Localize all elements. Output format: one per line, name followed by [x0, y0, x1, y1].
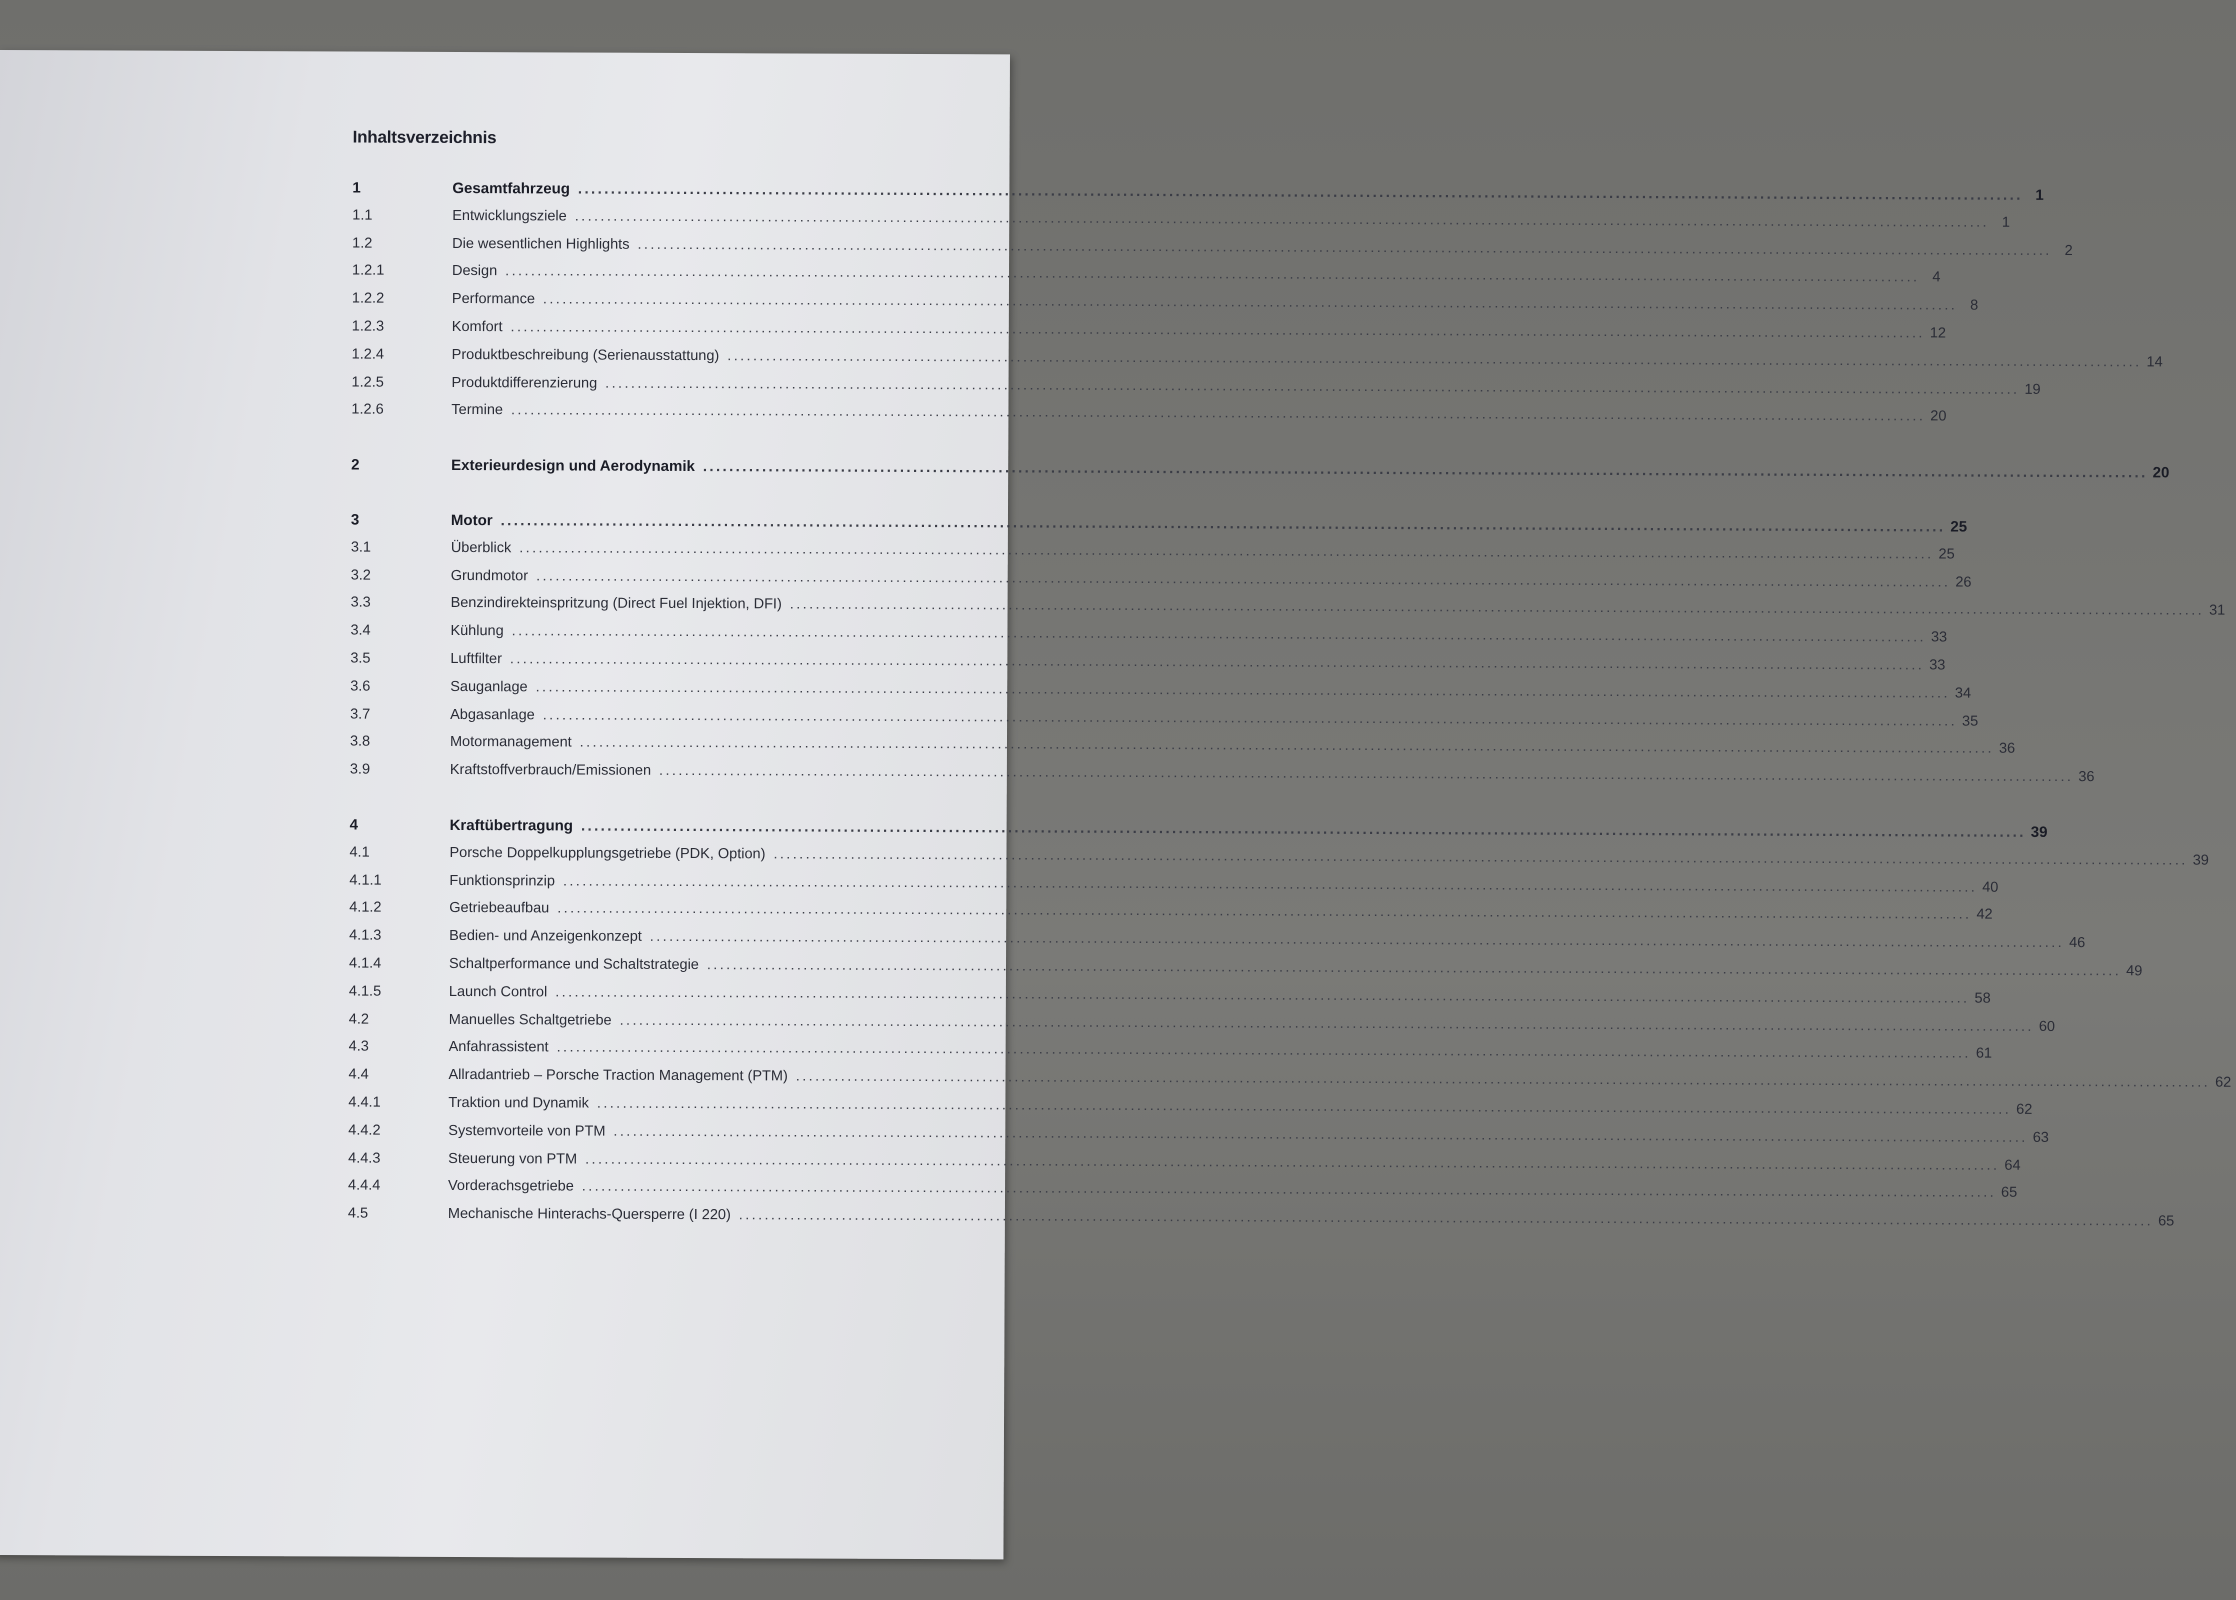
dot-leader: ............................................................................................................................................................................................................................ [580, 817, 2026, 841]
toc-entry-number: 4.4.2 [348, 1122, 381, 1139]
toc-entry-number: 1.2.3 [351, 318, 385, 335]
toc-entry-title: Getriebeaufbau [449, 900, 550, 917]
toc-entry-number: 1 [352, 179, 361, 197]
toc-entry-number: 2 [351, 456, 360, 474]
toc-entry-number: 4.1.4 [348, 955, 382, 972]
dot-leader: ............................................................................................................................................................................................................................ [536, 567, 1951, 591]
dot-leader: ............................................................................................................................................................................................................................ [500, 512, 1946, 536]
toc-entry-page: 14 [2146, 354, 2163, 371]
toc-entry [349, 761, 2095, 792]
dot-leader: ............................................................................................................................................................................................................................ [535, 679, 1950, 702]
dot-leader: ............................................................................................................................................................................................................................ [557, 900, 1972, 923]
toc-entry [351, 456, 2170, 487]
toc-entry [350, 622, 1948, 653]
toc-entry-title: Performance [451, 291, 535, 308]
toc-entry-number: 4.1 [349, 844, 370, 861]
toc-entry-title: Anfahrassistent [448, 1039, 549, 1056]
toc-entry-page: 8 [1970, 297, 1979, 314]
dot-leader: ............................................................................................................................................................................................................................ [738, 1207, 2154, 1230]
document-page [0, 50, 2232, 1559]
toc-entry-title: Kraftstoffverbrauch/Emissionen [449, 762, 652, 779]
toc-entry [351, 318, 1947, 349]
dot-leader: ............................................................................................................................................................................................................................ [581, 1178, 1997, 1202]
toc-entry [352, 207, 2011, 237]
toc-entry [351, 290, 1979, 321]
toc-entry-number: 1.2.4 [351, 346, 384, 363]
toc-entry-number: 4.1.1 [349, 872, 382, 889]
toc-entry [348, 1150, 2021, 1180]
dot-leader: ............................................................................................................................................................................................................................ [795, 1068, 2211, 1091]
toc-entry-number: 3.4 [350, 622, 371, 639]
toc-entry [348, 1011, 2056, 1041]
toc-entry-number: 3.1 [350, 539, 372, 556]
toc-entry-page: 19 [2024, 381, 2041, 398]
toc-entry [349, 816, 2048, 846]
toc-entry [350, 539, 1955, 569]
toc-entry-page: 33 [1930, 629, 1948, 646]
toc-entry [351, 374, 2041, 404]
toc-entry-page: 20 [1930, 408, 1947, 425]
toc-entry-title: Design [452, 263, 498, 280]
toc-entry-page: 60 [2038, 1018, 2056, 1035]
toc-entry-page: 36 [2078, 769, 2095, 786]
dot-leader: ............................................................................................................................................................................................................................ [577, 180, 2023, 204]
toc-entry-number: 3.5 [350, 650, 371, 667]
toc-entry [349, 733, 2016, 764]
toc-entry [350, 706, 1979, 736]
toc-entry [351, 401, 1947, 432]
toc-entry-page: 40 [1982, 879, 1999, 896]
dot-leader: ............................................................................................................................................................................................................................ [510, 402, 1926, 425]
toc-entry-page: 63 [2032, 1129, 2049, 1146]
toc-entry-title: Motor [450, 511, 493, 530]
toc-entry [348, 1094, 2033, 1124]
dot-leader: ............................................................................................................................................................................................................................ [556, 1039, 1971, 1062]
toc-entry-number: 1.2.5 [351, 374, 384, 391]
dot-leader: ............................................................................................................................................................................................................................ [585, 1151, 2000, 1174]
toc-entry [352, 235, 2073, 265]
toc-entry-page: 39 [2192, 852, 2209, 869]
toc-entry-page: 46 [2069, 935, 2086, 952]
toc-entry-page: 65 [2001, 1185, 2018, 1202]
toc-entry-page: 1 [2035, 186, 2044, 204]
toc-entry-number: 4.4.1 [348, 1094, 381, 1111]
toc-entry-page: 31 [2209, 603, 2226, 620]
toc-entry [349, 844, 2209, 874]
dot-leader: ............................................................................................................................................................................................................................ [706, 957, 2122, 980]
toc-entry-page: 12 [1929, 325, 1947, 342]
toc-entry-title: Abgasanlage [450, 706, 535, 723]
dot-leader: ............................................................................................................................................................................................................................ [574, 208, 1990, 231]
toc-entry-title: Sauganlage [450, 678, 528, 696]
dot-leader: ............................................................................................................................................................................................................................ [727, 347, 2142, 371]
page-title: Inhaltsverzeichnis [352, 127, 497, 148]
toc-entry-page: 65 [2158, 1213, 2175, 1230]
toc-entry-title: Mechanische Hinterachs-Quersperre (I 220) [447, 1206, 731, 1224]
toc-entry [349, 899, 1993, 930]
dot-leader: ............................................................................................................................................................................................................................ [596, 1095, 2012, 1118]
toc-entry-page: 33 [1929, 657, 1946, 674]
dot-leader: ............................................................................................................................................................................................................................ [542, 706, 1958, 730]
toc-entry-number: 3.2 [350, 567, 371, 584]
toc-entry-page: 39 [2030, 823, 2048, 841]
toc-entry-title: Porsche Doppelkupplungsgetriebe (PDK, Option) [449, 844, 766, 863]
dot-leader: ............................................................................................................................................................................................................................ [605, 375, 2020, 398]
toc-entry-title: Bedien- und Anzeigenkonzept [449, 928, 642, 945]
toc-entry-page: 25 [1938, 546, 1955, 563]
toc-entry-number: 1.1 [352, 207, 373, 224]
dot-leader: ............................................................................................................................................................................................................................ [789, 596, 2205, 619]
toc-entry-page: 61 [1975, 1045, 1993, 1063]
toc-entry-number: 4.3 [348, 1038, 369, 1055]
toc-entry [348, 1122, 2049, 1152]
toc-entry-page: 62 [2016, 1101, 2033, 1118]
toc-entry-page: 26 [1955, 574, 1972, 591]
toc-entry-number: 3.7 [350, 706, 371, 723]
toc-entry-title: Motormanagement [449, 734, 572, 751]
dot-leader: ............................................................................................................................................................................................................................ [579, 734, 1995, 758]
toc-entry [348, 1038, 1993, 1069]
toc-entry-page: 62 [2215, 1074, 2232, 1091]
toc-entry-page: 64 [2004, 1157, 2021, 1174]
toc-entry [352, 262, 1941, 293]
toc-entry [347, 1205, 2175, 1236]
toc-entry-page: 25 [1950, 518, 1968, 536]
toc-entry [348, 955, 2143, 985]
dot-leader: ............................................................................................................................................................................................................................ [519, 540, 1934, 563]
toc-entry-number: 3.6 [350, 678, 371, 695]
toc-entry-title: Kraftübertragung [449, 816, 574, 835]
toc-entry-title: Manuelles Schaltgetriebe [448, 1011, 612, 1029]
toc-entry-number: 4.4 [348, 1066, 369, 1083]
toc-entry [351, 346, 2163, 376]
toc-entry-page: 2 [2064, 242, 2073, 259]
toc-entry-number: 3 [350, 511, 360, 529]
toc-entry-title: Schaltperformance und Schaltstrategie [448, 955, 699, 973]
toc-entry-number: 1.2.1 [352, 262, 385, 280]
toc-entry-number: 4 [349, 816, 359, 834]
toc-entry-number: 3.3 [350, 594, 371, 611]
toc-entry-title: Systemvorteile von PTM [448, 1122, 606, 1140]
table-of-contents [347, 179, 2232, 1236]
toc-entry-title: Steuerung von PTM [448, 1150, 578, 1168]
dot-leader: ............................................................................................................................................................................................................................ [542, 291, 1958, 314]
toc-entry [350, 594, 2226, 625]
toc-entry-page: 34 [1954, 685, 1972, 702]
toc-entry-page: 35 [1962, 713, 1979, 730]
dot-leader: ............................................................................................................................................................................................................................ [510, 319, 1925, 342]
toc-entry-number: 3.8 [349, 733, 371, 750]
toc-entry-number: 1.2 [352, 235, 373, 252]
toc-entry-number: 4.1.2 [349, 899, 382, 917]
toc-entry-title: Überblick [450, 539, 512, 557]
toc-entry-title: Luftfilter [450, 650, 502, 668]
toc-entry-title: Die wesentlichen Highlights [452, 235, 630, 253]
toc-entry-title: Benzindirekteinspritzung (Direct Fuel Injektion, DFI) [450, 595, 782, 613]
dot-leader: ............................................................................................................................................................................................................................ [619, 1012, 2034, 1035]
toc-entry-number: 1.2.6 [351, 401, 384, 419]
dot-leader: ............................................................................................................................................................................................................................ [702, 458, 2148, 482]
toc-entry [350, 650, 1946, 680]
toc-entry-number: 3.9 [349, 761, 371, 778]
toc-entry-title: Termine [451, 402, 504, 419]
toc-entry-number: 4.5 [347, 1205, 369, 1222]
toc-entry-title: Launch Control [448, 983, 548, 1001]
dot-leader: ............................................................................................................................................................................................................................ [562, 872, 1978, 896]
toc-entry-number: 1.2.2 [351, 290, 385, 307]
toc-entry [350, 511, 1968, 542]
toc-entry-page: 36 [1998, 741, 2016, 758]
dot-leader: ............................................................................................................................................................................................................................ [511, 623, 1927, 646]
toc-entry-title: Exterieurdesign und Aerodynamik [451, 457, 695, 476]
toc-entry-title: Vorderachsgetriebe [448, 1178, 574, 1195]
toc-entry-number: 4.2 [348, 1011, 369, 1028]
dot-leader: ............................................................................................................................................................................................................................ [649, 928, 2065, 952]
toc-entry-page: 4 [1932, 269, 1941, 286]
toc-entry [352, 179, 2044, 210]
toc-entry-title: Kühlung [450, 623, 504, 640]
toc-entry-title: Komfort [451, 318, 503, 336]
toc-entry-number: 4.1.5 [348, 983, 382, 1000]
toc-entry-title: Funktionsprinzip [449, 872, 555, 889]
toc-entry-page: 58 [1974, 990, 1991, 1007]
dot-leader: ............................................................................................................................................................................................................................ [613, 1123, 2028, 1146]
toc-entry-page: 20 [2152, 464, 2170, 482]
toc-entry [349, 927, 2086, 958]
toc-entry-number: 4.1.3 [349, 927, 382, 944]
toc-entry [350, 678, 1972, 708]
toc-entry [349, 872, 1999, 902]
dot-leader: ............................................................................................................................................................................................................................ [505, 263, 1920, 286]
toc-entry-title: Produktdifferenzierung [451, 374, 598, 392]
dot-leader: ............................................................................................................................................................................................................................ [637, 236, 2052, 259]
toc-entry-page: 1 [2001, 214, 2011, 231]
toc-entry-title: Produktbeschreibung (Serienausstattung) [451, 346, 720, 364]
dot-leader: ............................................................................................................................................................................................................................ [555, 984, 1970, 1007]
dot-leader: ............................................................................................................................................................................................................................ [509, 651, 1925, 674]
toc-entry-page: 42 [1976, 906, 1993, 924]
toc-entry-number: 4.4.4 [348, 1177, 381, 1194]
toc-entry-number: 4.4.3 [348, 1150, 381, 1167]
toc-entry [348, 1177, 2018, 1208]
toc-entry-title: Entwicklungsziele [452, 207, 567, 225]
dot-leader: ............................................................................................................................................................................................................................ [773, 846, 2188, 869]
toc-entry-title: Allradantrieb – Porsche Traction Management (PTM) [448, 1067, 788, 1085]
toc-entry [350, 567, 1972, 597]
toc-entry-title: Gesamtfahrzeug [452, 179, 570, 198]
toc-entry [348, 1066, 2232, 1097]
toc-entry-title: Grundmotor [450, 567, 529, 584]
toc-entry [348, 983, 1991, 1013]
toc-entry-title: Traktion und Dynamik [448, 1094, 589, 1112]
toc-entry-page: 49 [2126, 963, 2143, 980]
dot-leader: ............................................................................................................................................................................................................................ [659, 763, 2074, 786]
